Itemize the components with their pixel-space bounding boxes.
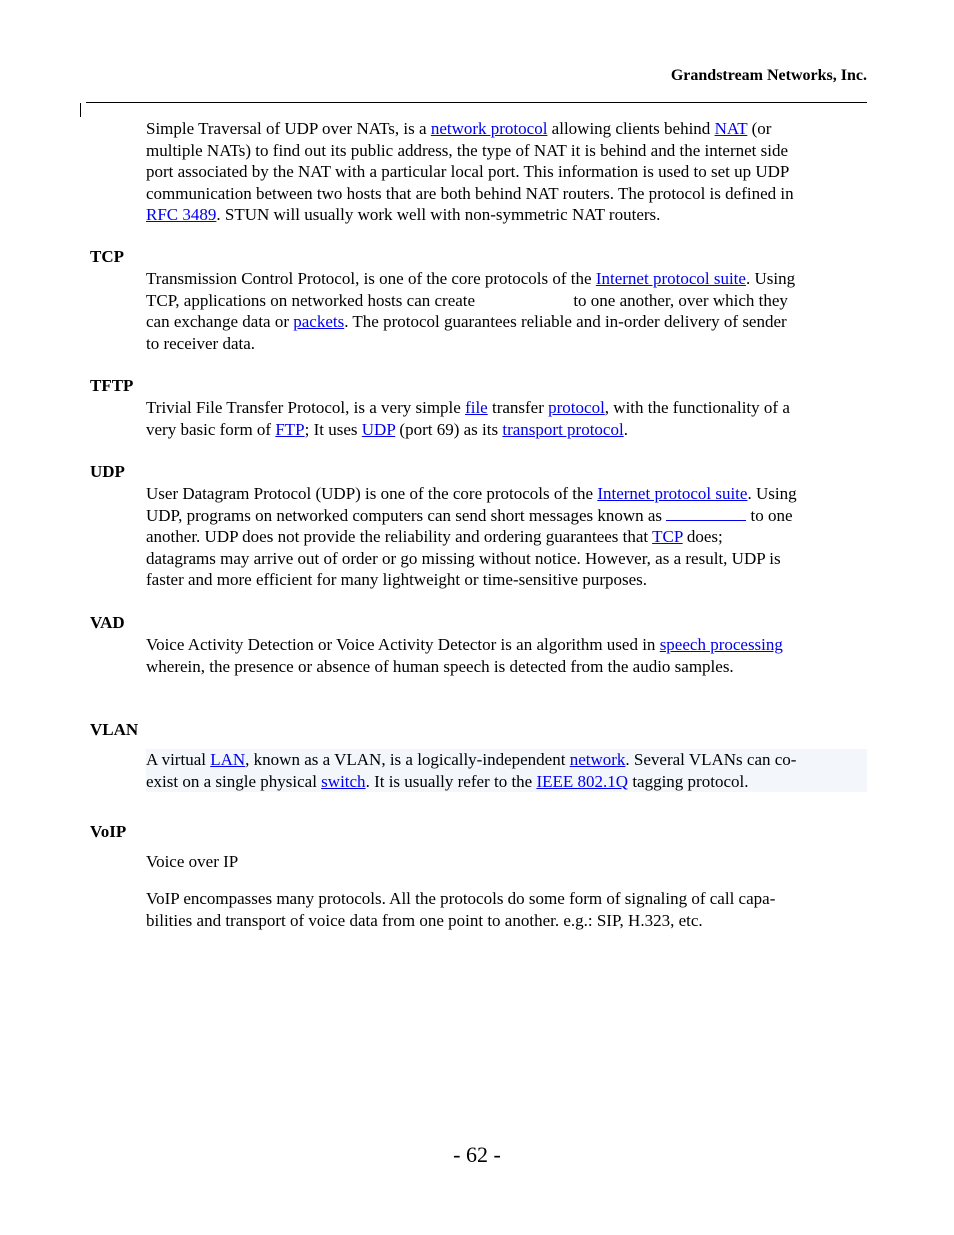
udp-line-5: faster and more efficient for many lightweight or time-sensitive purposes. — [146, 570, 648, 589]
stun-line-3: port associated by the NAT with a particular local port. This information is used to set up UDP — [146, 162, 790, 181]
udp-line-1: User Datagram Protocol (UDP) is one of the core protocols of the Internet protocol suite. Using — [146, 484, 797, 503]
link-tcp[interactable]: TCP — [652, 527, 683, 546]
change-bar — [80, 103, 81, 117]
link-internet-protocol-suite[interactable]: Internet protocol suite — [595, 269, 746, 288]
page-number: - 62 - — [453, 1142, 501, 1167]
link-protocol[interactable]: protocol — [548, 398, 605, 417]
link-ftp[interactable]: FTP — [275, 419, 305, 439]
stun-line-4: communication between two hosts that are both behind NAT routers. The protocol is defined in — [146, 183, 794, 203]
udp-line-2: UDP, programs on networked computers can send short messages known as to one — [146, 505, 793, 525]
header-rule — [86, 102, 867, 103]
link-switch[interactable]: switch — [321, 771, 366, 791]
vlan-definition — [146, 749, 868, 792]
term-tcp: TCP — [90, 247, 124, 266]
voip-expansion-line: Voice over IP — [146, 852, 239, 871]
vlan-line-2: exist on a single physical switch. It is usually refer to the IEEE 802.1Q tagging protocol. — [146, 771, 749, 791]
tcp-line-4: to receiver data. — [146, 333, 256, 353]
term-vad: VAD — [90, 613, 125, 632]
stun-line-5: RFC 3489. STUN will usually work well with non-symmetric NAT routers. — [146, 205, 661, 224]
udp-line-3: another. UDP does not provide the reliability and ordering guarantees that TCP does; — [146, 527, 723, 546]
voip-line-2: bilities and transport of voice data from one point to another. e.g.: SIP, H.323, etc. — [146, 910, 703, 930]
term-udp: UDP — [90, 462, 125, 481]
vlan-line-1: A virtual LAN, known as a VLAN, is a logically-independent network. Several VLANs can co- — [146, 750, 797, 769]
link-udp[interactable]: UDP — [361, 419, 396, 439]
voip-expansion — [146, 851, 868, 873]
tcp-definition — [146, 268, 868, 354]
term-tftp: TFTP — [90, 376, 134, 395]
term-vlan: VLAN — [90, 720, 139, 739]
link-rfc-3489[interactable]: RFC 3489 — [146, 205, 217, 224]
term-voip: VoIP — [90, 822, 127, 841]
link-speech-processing[interactable]: speech processing — [659, 635, 783, 654]
stun-line-2: multiple NATs) to find out its public address, the type of NAT it is behind and the internet side — [146, 140, 789, 160]
link-packets[interactable]: packets — [293, 312, 345, 331]
tcp-line-1: Transmission Control Protocol, is one of the core protocols of the Internet protocol suite. Using — [146, 269, 796, 288]
vad-definition — [146, 634, 868, 677]
link-nat[interactable]: NAT — [714, 119, 748, 138]
link-ieee-8021q[interactable]: IEEE 802.1Q — [536, 771, 629, 791]
voip-line-1: VoIP encompasses many protocols. All the protocols do some form of signaling of call capa- — [146, 889, 776, 908]
stun-definition — [146, 118, 868, 226]
link-file[interactable]: file — [465, 398, 488, 417]
link-lan[interactable]: LAN — [210, 750, 246, 769]
udp-definition — [146, 483, 868, 591]
link-network-protocol[interactable]: network protocol — [430, 119, 548, 138]
header-company-name: Grandstream Networks, Inc. — [670, 67, 867, 84]
stun-line-1: Simple Traversal of UDP over NATs, is a network protocol allowing clients behind NAT (or — [146, 119, 772, 138]
tftp-line-2: very basic form of FTP; It uses UDP (port 69) as its transport protocol. — [146, 419, 628, 439]
vad-line-2: wherein, the presence or absence of human speech is detected from the audio samples. — [146, 656, 734, 676]
missing-link-underline[interactable] — [666, 506, 746, 521]
link-network[interactable]: network — [569, 750, 626, 769]
tcp-line-2: TCP, applications on networked hosts can create to one another, over which they — [146, 290, 788, 310]
tftp-line-1: Trivial File Transfer Protocol, is a very simple file transfer protocol, with the functionality of a — [146, 398, 790, 417]
vad-line-1: Voice Activity Detection or Voice Activity Detector is an algorithm used in speech processing — [146, 635, 783, 654]
link-internet-protocol-suite-2[interactable]: Internet protocol suite — [597, 484, 748, 503]
link-transport-protocol[interactable]: transport protocol — [502, 419, 624, 439]
tcp-line-3: can exchange data or packets. The protocol guarantees reliable and in-order delivery of sender — [146, 312, 787, 331]
udp-line-4: datagrams may arrive out of order or go missing without notice. However, as a result, UDP is — [146, 548, 781, 568]
voip-definition — [146, 888, 868, 931]
tftp-definition — [146, 397, 868, 440]
